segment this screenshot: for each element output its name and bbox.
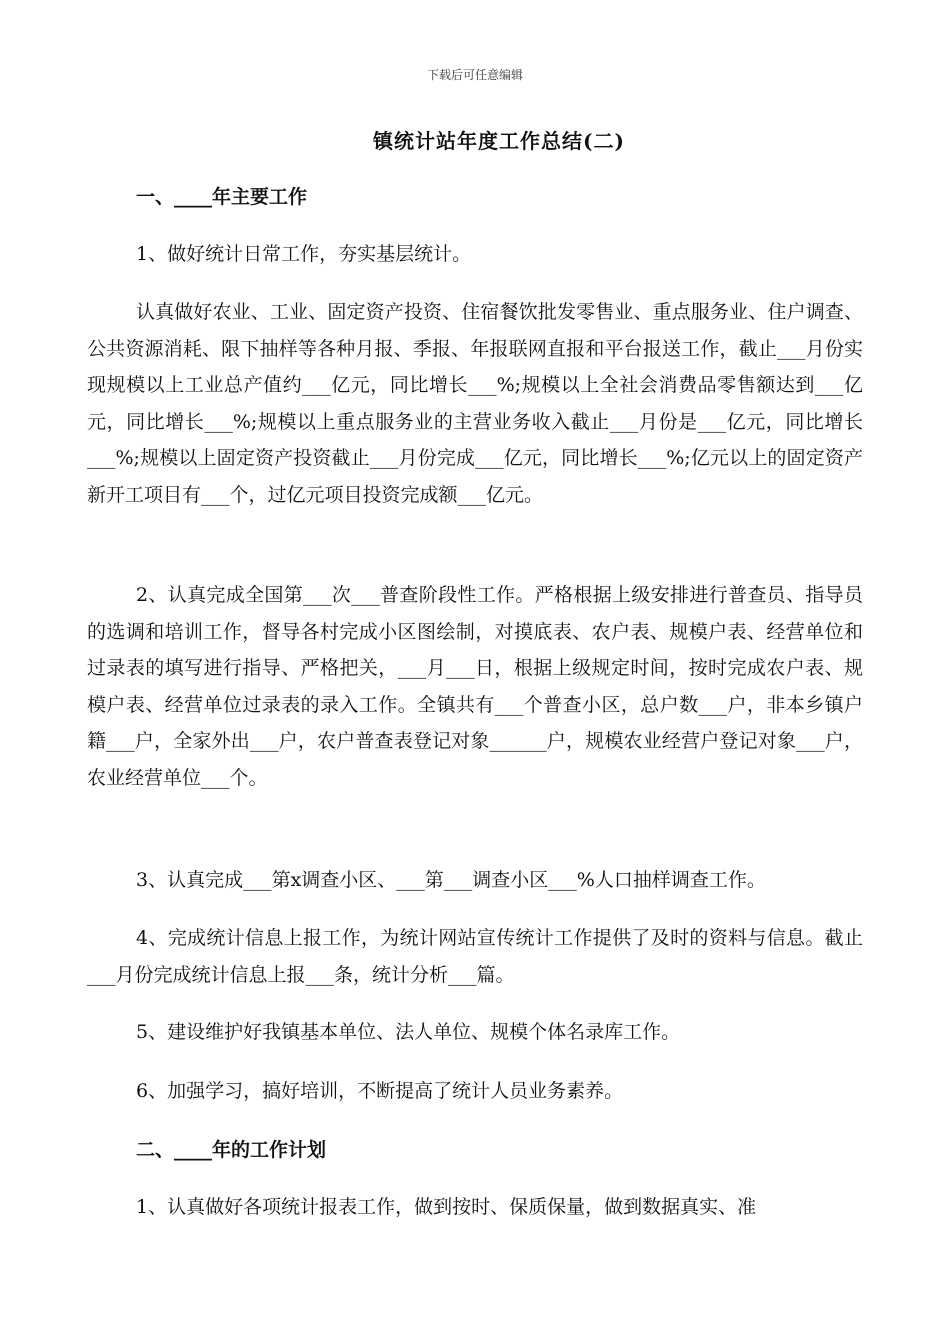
paragraph: 4、完成统计信息上报工作，为统计网站宣传统计工作提供了及时的资料与信息。截止___月份完成统计信息上报___条，统计分析___篇。	[87, 927, 863, 986]
paragraph: 1、做好统计日常工作，夯实基层统计。	[136, 243, 472, 265]
document-title: 镇统计站年度工作总结(二)	[373, 129, 625, 153]
section-heading: 一、____年主要工作	[136, 186, 308, 208]
paragraph: 3、认真完成___第x调查小区、___第___调查小区___%人口抽样调查工作。	[136, 869, 766, 891]
paragraph: 2、认真完成全国第___次___普查阶段性工作。严格根据上级安排进行普查员、指导员的选调和培训工作，督导各村完成小区图绘制，对摸底表、农户表、规模户表、经营单位和过录表的填写进行指导、严格把关，___月___日，根据上级规定时间，按时完成农户表、规模户表、经营单位过录表的录入工作。全镇共有___个普查小区，总户数___户，非本乡镇户籍___户，全家外出___户，农户普查表登记对象______户，规模农业经营户登记对象___户，农业经营单位___个。	[87, 584, 863, 789]
paragraph: 6、加强学习，搞好培训，不断提高了统计人员业务素养。	[136, 1080, 624, 1102]
paragraph: 5、建设维护好我镇基本单位、法人单位、规模个体名录库工作。	[136, 1021, 681, 1043]
section-heading: 二、____年的工作计划	[136, 1139, 327, 1161]
header-note: 下载后可任意编辑	[426, 68, 523, 82]
paragraph: 认真做好农业、工业、固定资产投资、住宿餐饮批发零售业、重点服务业、住户调查、公共资源消耗、限下抽样等各种月报、季报、年报联网直报和平台报送工作，截止___月份实现规模以上工业总产值约___亿元，同比增长___%;规模以上全社会消费品零售额达到___亿元，同比增长___%;规模以上重点服务业的主营业务收入截止___月份是___亿元，同比增长___%;规模以上固定资产投资截止___月份完成___亿元，同比增长___%;亿元以上的固定资产新开工项目有___个，过亿元项目投资完成额___亿元。	[87, 301, 863, 506]
paragraph: 1、认真做好各项统计报表工作，做到按时、保质保量，做到数据真实、准	[136, 1196, 757, 1218]
